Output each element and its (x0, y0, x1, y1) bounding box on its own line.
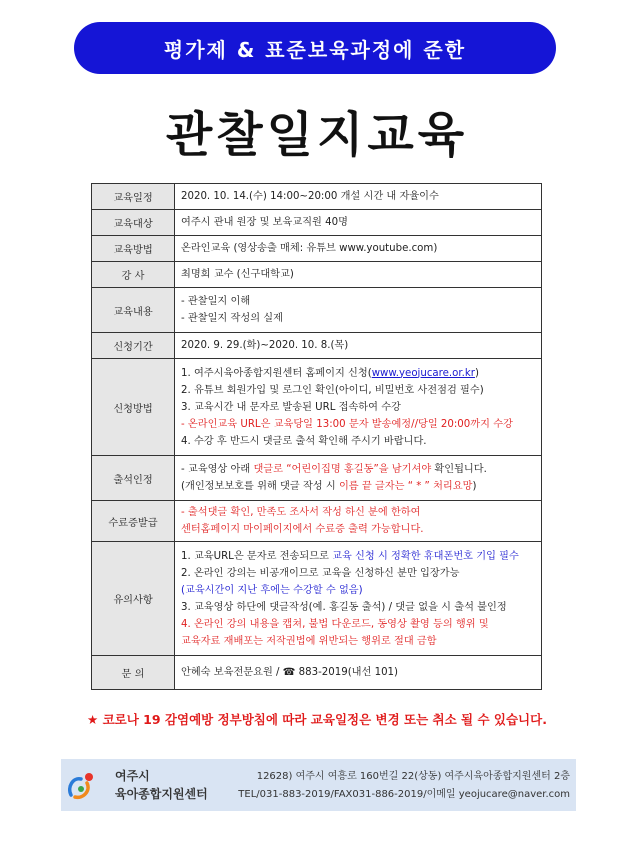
attendance-text: 확인됩니다. (431, 464, 487, 475)
notes-highlight: (교육시간이 지난 후에는 수강할 수 없음) (181, 584, 363, 596)
table-row (92, 184, 542, 210)
table-row (92, 288, 542, 333)
center-logo-icon (65, 769, 99, 803)
notes-text: 2. 온라인 강의는 비공개이므로 교육을 신청하신 분만 입장가능 (181, 567, 460, 579)
banner-text: 평가제 & 표준보육과정에 준한 (163, 37, 467, 62)
content-item: - 관찰일지 이해 (181, 296, 251, 307)
attendance-highlight: 이름 끝 글자는 “ * ” 처리요망 (338, 481, 473, 492)
apply-step-text: 1. 여주시육아종합지원센터 홈페이지 신청( (181, 367, 372, 379)
certificate-text: 센터홈페이지 마이페이지에서 수료증 출력 가능합니다. (181, 524, 424, 535)
row-label-apply: 신청방법 (92, 359, 175, 456)
apply-step-text: ) (474, 367, 479, 379)
table-row (92, 359, 542, 456)
notes-text: 1. 교육URL은 문자로 전송되므로 (181, 550, 333, 562)
info-table (91, 183, 542, 690)
table-row (92, 656, 542, 690)
row-label-target: 교육대상 (92, 210, 175, 236)
table-row (92, 333, 542, 359)
attendance-text: - 교육영상 아래 (181, 464, 254, 475)
notes-highlight: 교육 신청 시 정확한 휴대폰번호 기입 필수 (332, 550, 519, 562)
notes-warning: 교육자료 재배포는 저작권법에 위반되는 행위로 절대 금함 (181, 635, 437, 647)
attendance-highlight: 댓글로 “어린이집명 홍길동”을 남기셔야 (253, 464, 432, 475)
homepage-link[interactable]: www.yeojucare.or.kr (371, 367, 475, 379)
row-label-method: 교육방법 (92, 236, 175, 262)
apply-step-text: 4. 수강 후 반드시 댓글로 출석 확인해 주시기 바랍니다. (181, 435, 427, 447)
certificate-text: - 출석댓글 확인, 만족도 조사서 작성 하신 분에 한하여 (181, 507, 421, 518)
center-name-line: 여주시 (115, 769, 150, 783)
apply-step-text: 3. 교육시간 내 문자로 발송된 URL 접속하여 수강 (181, 401, 401, 413)
table-row (92, 542, 542, 656)
page-title: 관찰일지교육 (165, 107, 469, 163)
table-row (92, 236, 542, 262)
table-row (92, 210, 542, 236)
content-item: - 관찰일지 작성의 실제 (181, 313, 283, 324)
center-address (238, 768, 570, 804)
row-label-notes: 유의사항 (92, 542, 175, 656)
notes-text: 3. 교육영상 하단에 댓글작성(예. 홍길동 출석) / 댓글 없을 시 출석 불인정 (181, 601, 507, 613)
apply-warning-text: - 온라인교육 URL은 교육당일 13:00 문자 발송예정//당일 20:00까지 수강 (181, 418, 513, 430)
contact-phone: ☎ 883-2019(내선 101) (282, 667, 399, 678)
contact-line: TEL/031-883-2019/FAX031-886-2019/이메일 yeojucare@naver.com (238, 789, 570, 800)
attendance-text: (개인정보보호를 위해 댓글 작성 시 (181, 481, 339, 492)
apply-step-text: 2. 유튜브 회원가입 및 로그인 확인(아이디, 비밀번호 사전점검 필수) (181, 384, 484, 396)
row-label-schedule: 교육일정 (92, 184, 175, 210)
notes-warning: 4. 온라인 강의 내용을 캡쳐, 불법 다운로드, 동영상 촬영 등의 행위 및 (181, 618, 489, 630)
method-value: 온라인교육 (영상송출 매체: 유튜브 www.youtube.com) (181, 243, 438, 254)
footer (61, 759, 576, 811)
address-line: 12628) 여주시 여흥로 160번길 22(상동) 여주시육아종합지원센터 2층 (256, 771, 570, 782)
header-banner (74, 22, 556, 74)
row-label-contact: 문 의 (92, 656, 175, 690)
table-row (92, 456, 542, 501)
table-row (92, 262, 542, 288)
covid-notice: ★ 코로나 19 감염예방 정부방침에 따라 교육일정은 변경 또는 취소 될 수 있습니다. (87, 712, 547, 727)
table-row (92, 501, 542, 542)
row-label-content: 교육내용 (92, 288, 175, 333)
period-value: 2020. 9. 29.(화)~2020. 10. 8.(목) (181, 340, 349, 351)
contact-person: 안혜숙 보육전문요원 / (181, 667, 283, 678)
target-value: 여주시 관내 원장 및 보육교직원 40명 (181, 217, 348, 228)
center-name-line: 육아종합지원센터 (115, 787, 208, 801)
row-label-period: 신청기간 (92, 333, 175, 359)
row-label-certificate: 수료증발급 (92, 501, 175, 542)
instructor-value: 최명희 교수 (신구대학교) (181, 269, 294, 280)
center-name (115, 767, 208, 803)
schedule-value: 2020. 10. 14.(수) 14:00~20:00 개설 시간 내 자율이수 (181, 191, 439, 202)
attendance-text: ) (472, 481, 477, 492)
row-label-instructor: 강 사 (92, 262, 175, 288)
row-label-attendance: 출석인정 (92, 456, 175, 501)
